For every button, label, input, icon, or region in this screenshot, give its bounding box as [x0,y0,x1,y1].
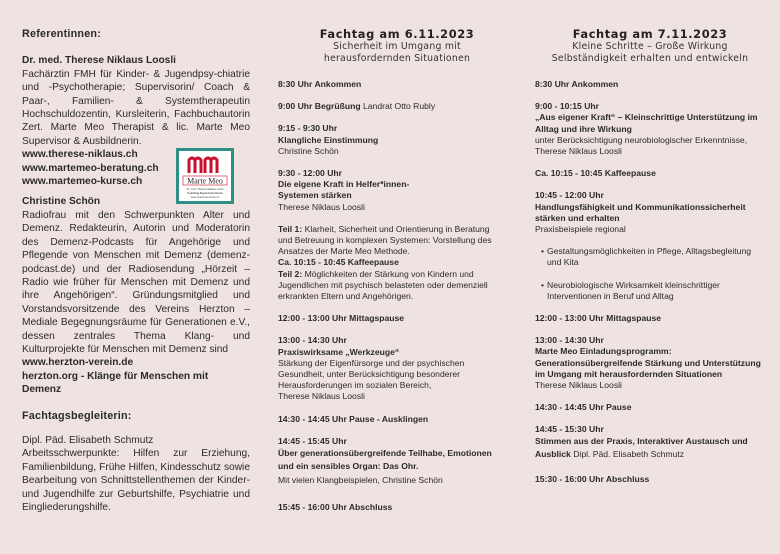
day1-welcome-time: 9:00 Uhr Begrüßung [278,101,361,112]
day1-welcome-speaker: Landrat Otto Rubly [360,101,436,112]
day2-bullet-2-text: Neurobiologische Wirksamkeit kleinschrittiger Interventionen in Beruf und Alltag [547,279,720,301]
day2-session1-text: unter Berücksichtigung neurobiologischer Erkenntnisse, [535,134,748,145]
day1-session4-text: Mit vielen Klangbeispielen, Christine Schön [278,475,443,486]
speaker-name-schoen: Christine Schön [22,196,101,208]
referentinnen-heading: Referentinnen: [22,28,101,40]
day1-session2-time: 9:30 - 12:00 Uhr [278,168,343,179]
day1-part2-label: Teil 2: [278,268,303,279]
day1-session2-person: Therese Niklaus Loosli [278,201,365,212]
day1-session2-title-1: Die eigene Kraft in Helfer*innen- [278,179,410,190]
day2-program [535,0,763,485]
day1-session3-text: Stärkung der Eigenfürsorge und der psychischen Gesundheit, unter Berücksichtigung besonderer Herausforderungen im sozialen Bereich, [278,357,465,391]
day2-session2-time: 10:45 - 12:00 Uhr [535,190,604,201]
link-martemeo-beratung[interactable]: www.martemeo-beratung.ch [22,162,159,174]
day1-part1 [278,224,506,258]
marte-meo-logo-graphic [179,151,231,201]
day1-session1-title: Klangliche Einstimmung [278,134,379,145]
day1-header [288,27,506,65]
speaker-bio-schmutz: Arbeitsschwerpunkte: Hilfen zur Erziehung, Familienbildung, Frühe Hilfen, Kindesschutz sowie Bearbeitung von Schnittstellenthemen der Kinder- und Jugendhilfe zur Geburtshilfe, Psychiatrie und Eingliederungshilfe. [22,448,250,513]
link-herzton-org[interactable]: herzton.org - Klänge für Menschen mit Demenz [22,370,209,396]
day1-session1-person: Christine Schön [278,145,339,156]
day1-part2-text: Möglichkeiten der Stärkung von Kindern und Jugendlichen mit psychisch belasteten oder demenziell erkrankten Eltern und Angehörigen. [278,268,488,302]
day1-coffee-break: Ca. 10:15 - 10:45 Kaffeepause [278,257,399,268]
day1-arrival: 8:30 Uhr Ankommen [278,79,362,89]
logo-small-services: Coaching Supervision Kurse [187,192,223,195]
day1-session3-person: Therese Niklaus Loosli [278,391,365,402]
day2-session4-ausblick: Ausblick [535,448,571,459]
day2-header [537,27,763,65]
marte-meo-logo [176,148,234,204]
day2-session1-title: „Aus eigener Kraft“ – Kleinschrittige Unterstützung im Alltag und ihre Wirkung [535,112,758,134]
day2-subtitle-1: Kleine Schritte – Große Wirkung [572,41,728,52]
speaker-bio-niklaus: Fachärztin FMH für Kinder- & Jugendpsy-chiatrie und -Psychotherapie; Supervisorin/ Coach & Paar-, Familien- & Systemtherapeutin Hochschuldozentin, Kursleiterin, Fachbuchautorin Zert. Marte Meo Therapist & lic. Marte Meo Supervisor & Ausbildnerin. [22,68,250,147]
day2-session1-time: 9:00 - 10:15 Uhr [535,101,600,112]
day2-session4-time: 14:45 - 15:30 Uhr [535,424,604,435]
link-therese-niklaus[interactable]: www.therese-niklaus.ch [22,149,138,161]
day2-bullet-2 [535,280,763,302]
day2-arrival: 8:30 Uhr Ankommen [535,79,619,89]
day2-session3-title: Marte Meo Einladungsprogramm: Generationsübergreifende Stärkung und Unterstützung im Umgang mit herausfordernden Situationen [535,346,761,379]
link-martemeo-kurse[interactable]: www.martemeo-kurse.ch [22,176,143,188]
day2-session4-title-1: Stimmen aus der Praxis, Interaktiver Austausch und [535,435,748,446]
day1-part1-text: Klarheit, Sicherheit und Orientierung in Beratung und Betreuung in komplexen Systemen: Vorstellung des Ansatzes der Marte Meo Methode. [278,223,492,257]
day1-session3-title: Praxiswirksame „Werkzeuge“ [278,346,400,357]
speakers-column [22,0,250,514]
day2-bullet-1 [535,246,763,268]
day2-session4-person: Dipl. Päd. Elisabeth Schmutz [570,448,685,459]
logo-small-url: www.martemeo-kurse.ch [190,196,220,199]
speaker-name-niklaus: Dr. med. Therese Niklaus Loosli [22,55,176,67]
link-herzton-verein[interactable]: www.herzton-verein.de [22,357,134,369]
day1-break: 14:30 - 14:45 Uhr Pause - Ausklingen [278,413,429,424]
day1-session2-title-2: Systemen stärken [278,190,352,201]
speaker-name-schmutz: Dipl. Päd. Elisabeth Schmutz [22,434,154,446]
day1-subtitle-2: herausfordernden Situationen [323,53,471,64]
day1-session1-time: 9:15 - 9:30 Uhr [278,123,338,134]
begleiterin-heading: Fachtagsbegleiterin: [22,409,132,422]
bullet-icon: • [541,279,545,290]
speaker-bio-schoen: Radiofrau mit den Schwerpunkten Alter und Demenz. Redakteurin, Autorin und Moderatorin des Demenz-Podcasts für Angehörige und Pflegende von Menschen mit Demenz (demenz-podcast.de) und der Radiosendung „Hörzeit – Radio wie früher für Menschen mit Demenz und ihre Angehörigen“. Gründungsmitglied und Vorstandsvorsitzende des Vereins Herzton – Mediale Begegnungsräume für Generationen e.V., dessen zentrales Thema Klang- und Kulturprojekte für Menschen mit Demenz sind [22,209,250,355]
day2-session4-title-2 [535,449,763,460]
day1-program [278,0,506,513]
day1-closing: 15:45 - 16:00 Uhr Abschluss [278,502,393,513]
day1-lunch: 12:00 - 13:00 Uhr Mittagspause [278,313,405,324]
bullet-icon: • [541,246,545,257]
day2-bullet-1-text: Gestaltungsmöglichkeiten in Pflege, Alltagsbegleitung und Kita [547,246,752,268]
day2-session1-person: Therese Niklaus Loosli [535,146,622,157]
day2-session3-person: Therese Niklaus Loosli [535,380,622,391]
logo-brand-text: Marte Meo [187,176,223,186]
day2-session2-text: Praxisbeispiele regional [535,224,626,235]
day2-lunch: 12:00 - 13:00 Uhr Mittagspause [535,313,662,324]
day1-part1-label: Teil 1: [278,223,303,234]
day2-session3-time: 13:00 - 14:30 Uhr [535,335,604,346]
day1-session3-time: 13:00 - 14:30 Uhr [278,335,347,346]
day1-title: Fachtag am 6.11.2023 [319,27,475,41]
day2-closing: 15:30 - 16:00 Uhr Abschluss [535,474,650,485]
day2-coffee-break: Ca. 10:15 - 10:45 Kaffeepause [535,168,656,179]
day1-subtitle-1: Sicherheit im Umgang mit [333,41,461,52]
day1-session4-title: Über generationsübergreifende Teilhabe, Emotionen und ein sensibles Organ: Das Ohr. [278,448,492,472]
day2-break: 14:30 - 14:45 Uhr Pause [535,402,632,413]
day2-subtitle-2: Selbständigkeit erhalten und entwickeln [551,53,749,64]
day2-title: Fachtag am 7.11.2023 [572,27,728,41]
day1-welcome [278,101,506,112]
day1-part2 [278,269,506,303]
day2-session2-title: Handlungsfähigkeit und Kommunikationssicherheit stärken und erhalten [535,201,746,223]
day1-session4-time: 14:45 - 15:45 Uhr [278,435,347,446]
logo-small-name: Dr. med. Therese Niklaus Loosli [186,188,224,191]
